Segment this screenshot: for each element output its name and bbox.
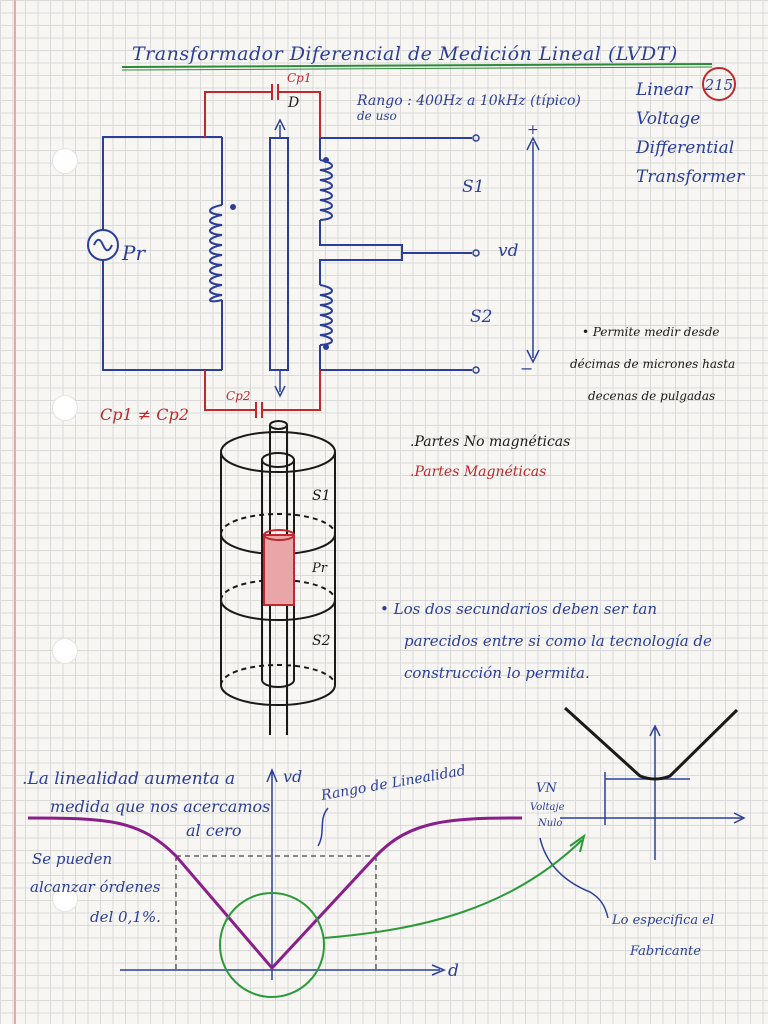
linealidad-line-1: .La linealidad aumenta a (22, 769, 236, 789)
linealidad-line-3: al cero (186, 821, 242, 840)
primary-circuit (103, 137, 472, 370)
vd-axis-label: vd (283, 767, 303, 786)
permite-line-3: decenas de pulgadas (588, 389, 716, 403)
s1-dot (323, 157, 329, 163)
vn-label: VN (536, 781, 557, 796)
acronym-voltage: Voltage (636, 109, 701, 129)
terminal-plus (473, 135, 479, 141)
null-voltage-graph (560, 726, 744, 860)
nulo-pointer (540, 838, 608, 918)
cyl-s2-label: S2 (312, 633, 331, 649)
cp1-label: Cp1 (287, 71, 312, 85)
ordenes-line-2: alcanzar órdenes (30, 878, 161, 896)
null-voltage-curve (565, 708, 737, 779)
plus-sign: + (527, 122, 539, 138)
zoom-arrow (324, 840, 582, 938)
minus-sign: − (520, 359, 534, 378)
secondary-coil-2 (320, 285, 332, 345)
permite-line-2: décimas de micrones hasta (570, 357, 736, 371)
page-number: 215 (704, 76, 734, 94)
vd-label: vd (498, 241, 519, 261)
secondary-coil-1 (320, 160, 332, 220)
s2-label: S2 (470, 307, 493, 327)
acronym-differential: Differential (636, 138, 735, 158)
ordenes-line-1: Se pueden (32, 850, 113, 868)
legend-no-magnetic: .Partes No magnéticas (410, 434, 571, 450)
primary-coil (210, 205, 222, 301)
linealidad-line-2: medida que nos acercamos (50, 797, 271, 816)
secundarios-line-2: parecidos entre si como la tecnología de (404, 632, 712, 650)
range-lines (176, 856, 376, 970)
cyl-pr-label: Pr (312, 561, 327, 576)
terminal-minus (473, 367, 479, 373)
primary-dot (230, 204, 236, 210)
d-label: D (288, 95, 300, 111)
page-title: Transformador Diferencial de Medición Lineal (LVDT) (132, 43, 678, 65)
cyl-s1-label: S1 (312, 488, 331, 504)
s1-label: S1 (462, 177, 485, 197)
voltaje-label: Voltaje (530, 802, 565, 813)
d-axis-label: d (448, 961, 459, 981)
legend-magnetic: .Partes Magnéticas (410, 464, 547, 480)
cp2-label: Cp2 (226, 389, 251, 403)
permite-line-1: • Permite medir desde (582, 325, 720, 339)
terminal-mid (473, 250, 479, 256)
s2-dot (323, 344, 329, 350)
nulo-label: Nulo (538, 818, 563, 829)
cp-inequality: Cp1 ≠ Cp2 (100, 405, 189, 424)
secundarios-line-3: construcción lo permita. (404, 664, 590, 682)
fabricante-line-1: Lo especifica el (612, 913, 715, 928)
secundarios-line-1: • Los dos secundarios deben ser tan (380, 600, 658, 618)
pr-label: Pr (122, 241, 146, 265)
acronym-linear: Linear (636, 80, 692, 100)
rango-text-2: de uso (357, 109, 397, 123)
acronym-transformer: Transformer (636, 167, 745, 187)
rango-text: Rango : 400Hz a 10kHz (típico) (357, 93, 581, 109)
rango-linealidad: Rango de Linealidad (319, 762, 467, 804)
magnetic-core (264, 535, 294, 605)
ordenes-line-3: del 0,1%. (90, 908, 161, 926)
rango-pointer (318, 808, 328, 846)
fabricante-line-2: Fabricante (630, 944, 701, 959)
